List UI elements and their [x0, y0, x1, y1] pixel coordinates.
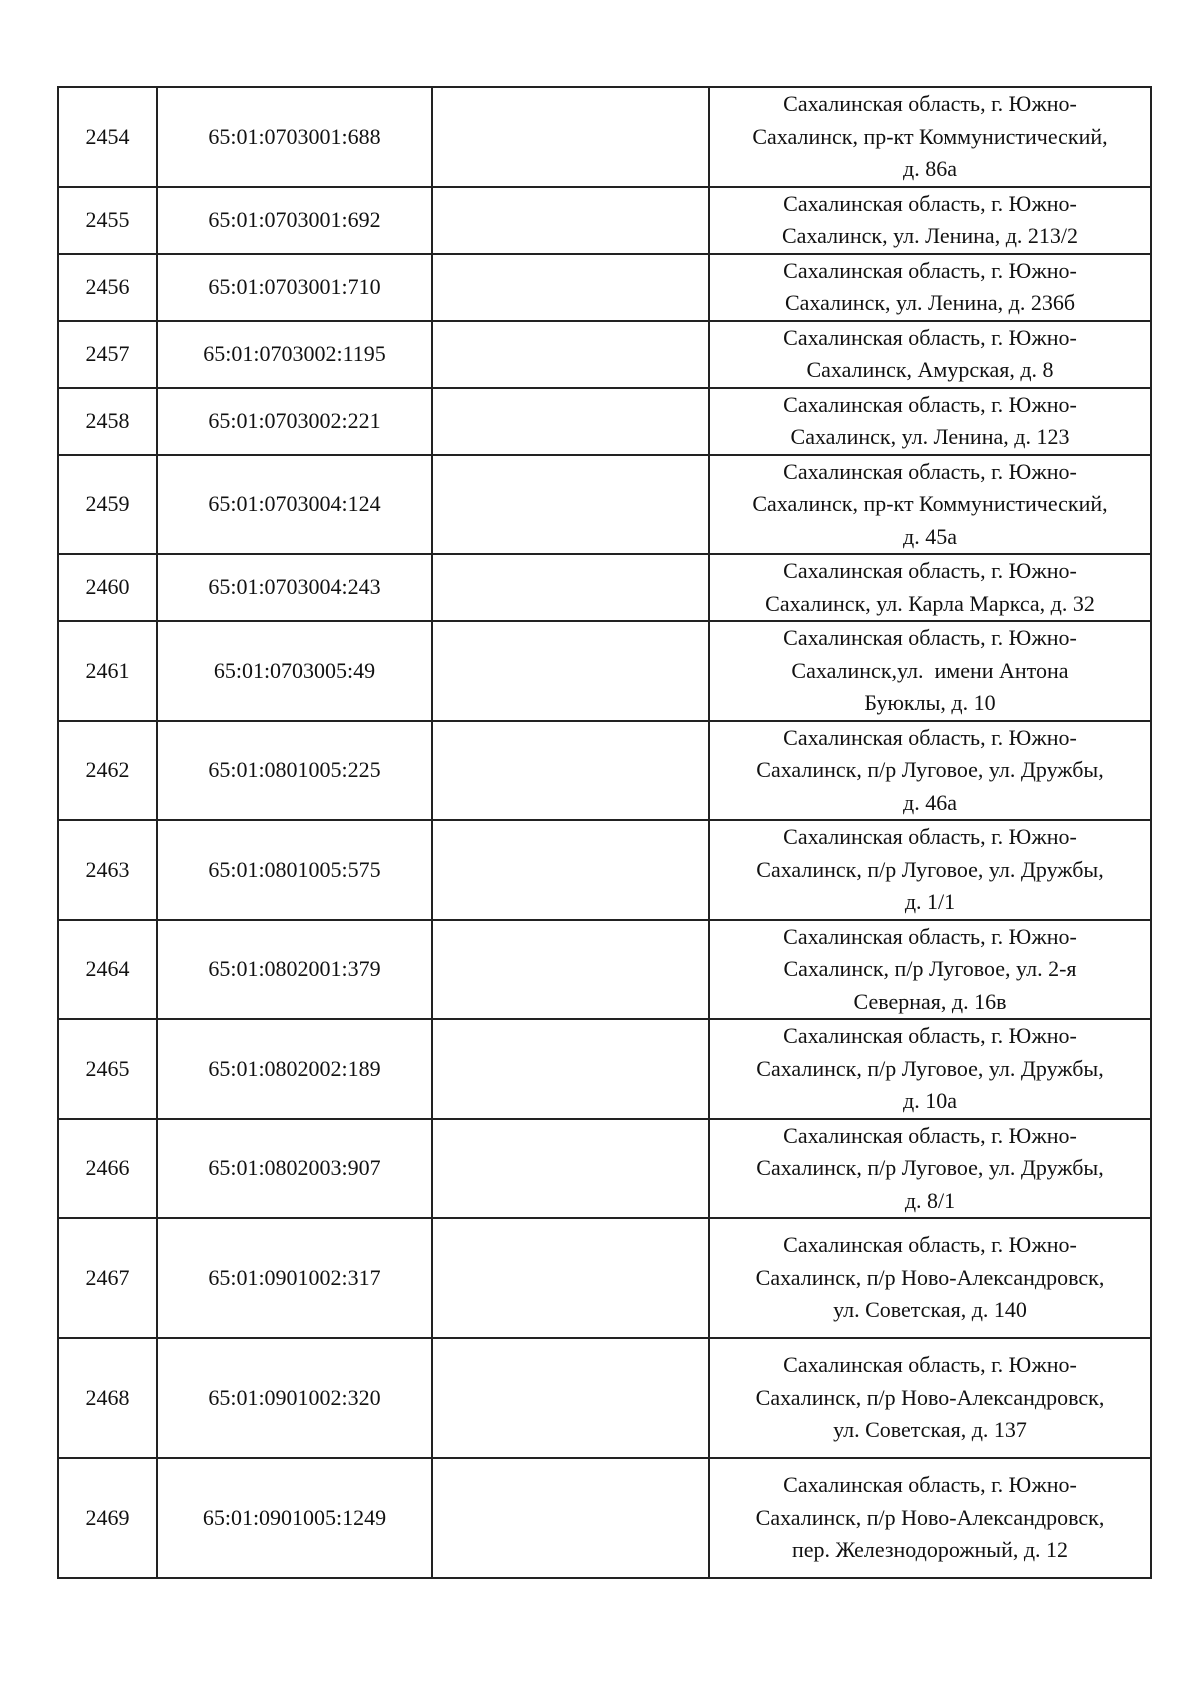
cadastral-number-cell: 65:01:0802003:907 [157, 1119, 432, 1219]
address-line: Сахалинск, пр-кт Коммунистический, [752, 123, 1108, 149]
address-line: Северная, д. 16в [853, 988, 1007, 1014]
cadastral-number-cell: 65:01:0703004:243 [157, 554, 432, 621]
address-cell [709, 1458, 1151, 1578]
cadastral-number-cell: 65:01:0703002:221 [157, 388, 432, 455]
empty-cell [432, 388, 709, 455]
address-cell [709, 1119, 1151, 1219]
table-row [58, 321, 1151, 388]
address-line: Сахалинск, п/р Луговое, ул. Дружбы, [756, 1055, 1104, 1081]
address-line: д. 8/1 [904, 1187, 956, 1213]
cadastral-number-cell: 65:01:0703001:710 [157, 254, 432, 321]
address-line: Сахалинская область, г. Южно- [783, 257, 1077, 283]
address-cell [709, 1218, 1151, 1338]
address-line: Сахалинская область, г. Южно- [783, 1232, 1077, 1258]
address-cell [709, 721, 1151, 821]
address-line: Сахалинск, п/р Луговое, ул. 2-я [783, 956, 1077, 981]
address-line: Сахалинская область, г. Южно- [783, 1352, 1077, 1378]
address-cell [709, 621, 1151, 721]
address-line: Сахалинская область, г. Южно- [783, 324, 1077, 350]
address-line: Сахалинская область, г. Южно- [783, 391, 1077, 417]
cadastral-number-cell: 65:01:0801005:225 [157, 721, 432, 821]
table-row [58, 1019, 1151, 1119]
address-cell [709, 388, 1151, 455]
cadastral-number-cell: 65:01:0901002:320 [157, 1338, 432, 1458]
address-line: Сахалинская область, г. Южно- [783, 458, 1077, 484]
table-row [58, 1458, 1151, 1578]
address-line: Сахалинская область, г. Южно- [783, 1472, 1077, 1498]
empty-cell [432, 321, 709, 388]
address-line: д. 46а [903, 789, 957, 815]
address-line: д. 86а [903, 156, 957, 181]
table-row [58, 87, 1151, 187]
empty-cell [432, 455, 709, 555]
table-row [58, 388, 1151, 455]
cadastral-number-cell: 65:01:0703001:692 [157, 187, 432, 254]
address-line: Сахалинская область, г. Южно- [783, 558, 1077, 583]
address-line: Сахалинская область, г. Южно- [783, 1122, 1077, 1148]
row-number-cell: 2461 [58, 621, 157, 721]
registry-table [57, 86, 1152, 1579]
cadastral-number-cell: 65:01:0703005:49 [157, 621, 432, 721]
cadastral-number-cell: 65:01:0703004:124 [157, 455, 432, 555]
table-row [58, 1338, 1151, 1458]
row-number-cell: 2467 [58, 1218, 157, 1338]
address-line: Сахалинск, п/р Луговое, ул. Дружбы, [756, 757, 1104, 782]
address-line: Сахалинск, п/р Ново-Александровск, [755, 1504, 1105, 1530]
address-cell [709, 920, 1151, 1020]
address-line: Сахалинская область, г. Южно- [783, 91, 1077, 116]
address-line: д. 45а [903, 523, 957, 549]
cadastral-number-cell: 65:01:0802001:379 [157, 920, 432, 1020]
table-row [58, 254, 1151, 321]
address-line: Сахалинск, п/р Ново-Александровск, [755, 1384, 1105, 1410]
address-line: Сахалинск, п/р Ново-Александровск, [755, 1264, 1105, 1290]
empty-cell [432, 1218, 709, 1338]
address-line: ул. Советская, д. 140 [833, 1297, 1027, 1323]
address-line: Сахалинск, Амурская, д. 8 [806, 357, 1054, 382]
row-number-cell: 2458 [58, 388, 157, 455]
row-number-cell: 2460 [58, 554, 157, 621]
table-row [58, 455, 1151, 555]
empty-cell [432, 1338, 709, 1458]
cadastral-number-cell: 65:01:0703002:1195 [157, 321, 432, 388]
table-row [58, 554, 1151, 621]
cadastral-number-cell: 65:01:0801005:575 [157, 820, 432, 920]
address-line: Сахалинск, п/р Луговое, ул. Дружбы, [756, 1155, 1104, 1180]
address-cell [709, 187, 1151, 254]
address-line: Сахалинск, ул. Ленина, д. 123 [790, 424, 1070, 449]
document-page [57, 86, 1150, 1579]
address-line: Сахалинская область, г. Южно- [783, 1023, 1077, 1048]
address-cell [709, 254, 1151, 321]
address-line: Сахалинск, п/р Луговое, ул. Дружбы, [756, 856, 1104, 882]
empty-cell [432, 820, 709, 920]
address-line: Сахалинская область, г. Южно- [783, 724, 1077, 750]
empty-cell [432, 87, 709, 187]
address-cell [709, 321, 1151, 388]
empty-cell [432, 621, 709, 721]
row-number-cell: 2456 [58, 254, 157, 321]
address-line: Сахалинск, ул. Карла Маркса, д. 32 [765, 590, 1095, 616]
empty-cell [432, 1119, 709, 1219]
cadastral-number-cell: 65:01:0802002:189 [157, 1019, 432, 1119]
empty-cell [432, 1458, 709, 1578]
row-number-cell: 2457 [58, 321, 157, 388]
table-row [58, 920, 1151, 1020]
empty-cell [432, 254, 709, 321]
cadastral-number-cell: 65:01:0703001:688 [157, 87, 432, 187]
address-cell [709, 1338, 1151, 1458]
address-line: ул. Советская, д. 137 [833, 1417, 1027, 1443]
empty-cell [432, 187, 709, 254]
empty-cell [432, 1019, 709, 1119]
row-number-cell: 2459 [58, 455, 157, 555]
cadastral-number-cell: 65:01:0901002:317 [157, 1218, 432, 1338]
table-row [58, 721, 1151, 821]
address-line: Сахалинск, ул. Ленина, д. 236б [784, 290, 1076, 315]
address-line: Сахалинская область, г. Южно- [783, 190, 1077, 216]
row-number-cell: 2455 [58, 187, 157, 254]
empty-cell [432, 554, 709, 621]
table-row [58, 820, 1151, 920]
registry-table-body [58, 87, 1151, 1578]
table-row [58, 187, 1151, 254]
address-line: Сахалинская область, г. Южно- [783, 923, 1077, 949]
table-row [58, 1119, 1151, 1219]
row-number-cell: 2463 [58, 820, 157, 920]
table-row [58, 621, 1151, 721]
address-line: Буюклы, д. 10 [864, 690, 996, 715]
empty-cell [432, 920, 709, 1020]
address-line: д. 10а [903, 1088, 957, 1113]
address-cell [709, 554, 1151, 621]
row-number-cell: 2462 [58, 721, 157, 821]
row-number-cell: 2469 [58, 1458, 157, 1578]
address-line: Сахалинская область, г. Южно- [783, 824, 1077, 849]
row-number-cell: 2454 [58, 87, 157, 187]
cadastral-number-cell: 65:01:0901005:1249 [157, 1458, 432, 1578]
row-number-cell: 2468 [58, 1338, 157, 1458]
empty-cell [432, 721, 709, 821]
address-cell [709, 1019, 1151, 1119]
address-line: д. 1/1 [904, 889, 956, 914]
address-line: Сахалинск,ул. имени Антона [791, 657, 1069, 683]
address-line: пер. Железнодорожный, д. 12 [791, 1537, 1069, 1563]
row-number-cell: 2465 [58, 1019, 157, 1119]
address-line: Сахалинск, пр-кт Коммунистический, [752, 491, 1108, 516]
row-number-cell: 2464 [58, 920, 157, 1020]
address-cell [709, 87, 1151, 187]
address-cell [709, 820, 1151, 920]
address-line: Сахалинск, ул. Ленина, д. 213/2 [781, 223, 1079, 248]
address-line: Сахалинская область, г. Южно- [783, 625, 1077, 650]
row-number-cell: 2466 [58, 1119, 157, 1219]
address-cell [709, 455, 1151, 555]
table-row [58, 1218, 1151, 1338]
